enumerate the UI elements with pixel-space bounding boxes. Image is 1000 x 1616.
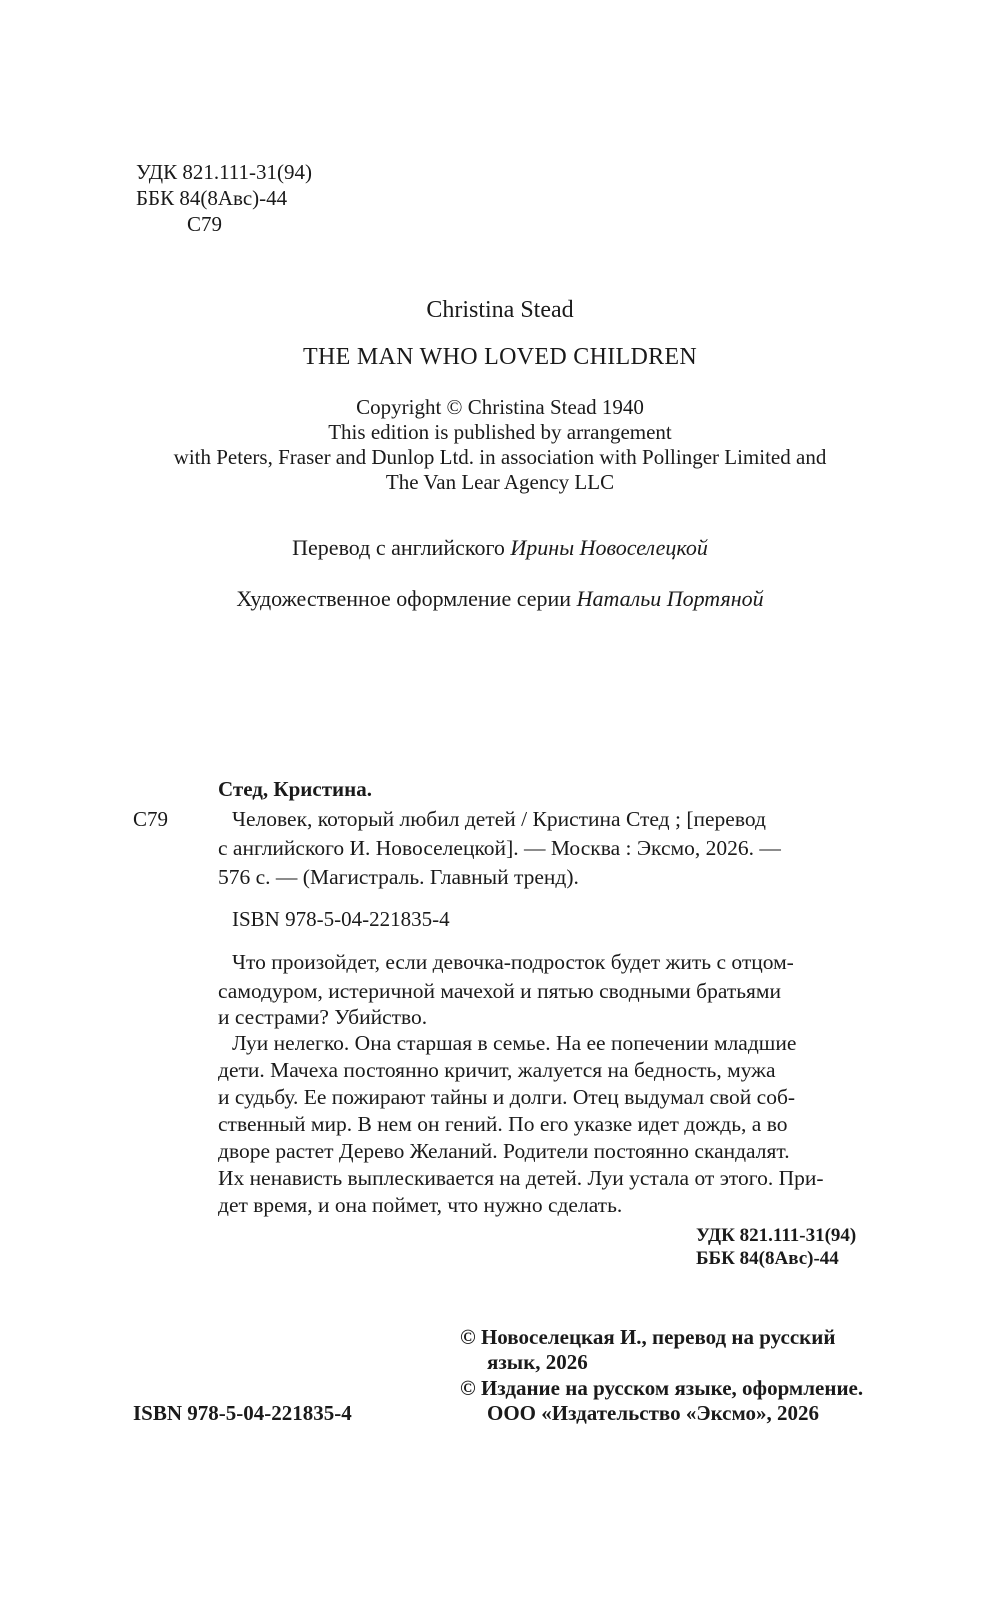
annotation-line: Луи нелегко. Она старшая в семье. На ее попечении младшие (232, 1031, 797, 1055)
bbk-code: ББК 84(8Авс)-44 (136, 186, 288, 210)
design-label: Художественное оформление серии (236, 586, 572, 611)
footer-copyright-line: © Издание на русском языке, оформление. (460, 1376, 864, 1400)
catalog-udk: УДК 821.111-31(94) (696, 1225, 857, 1246)
annotation-line: Их ненависть выплескивается на детей. Луи устала от этого. При- (218, 1166, 824, 1190)
annotation-line: дет время, и она поймет, что нужно сделать. (218, 1193, 623, 1217)
annotation-line: дворе растет Дерево Желаний. Родители постоянно скандалят. (218, 1139, 790, 1163)
annotation-line: и судьбу. Ее пожирают тайны и долги. Отец выдумал свой соб- (218, 1085, 796, 1109)
annotation-line: и сестрами? Убийство. (218, 1005, 428, 1029)
annotation-line: дети. Мачеха постоянно кричит, жалуется на бедность, мужа (218, 1058, 776, 1082)
catalog-isbn: ISBN 978-5-04-221835-4 (232, 907, 450, 931)
copyright-line-1: Copyright © Christina Stead 1940 (356, 395, 644, 419)
udk-code: УДК 821.111-31(94) (136, 160, 312, 184)
footer-copyright-line: язык, 2026 (487, 1350, 588, 1374)
catalog-author-mark: С79 (133, 807, 169, 831)
copyright-line-4: The Van Lear Agency LLC (385, 470, 615, 494)
author-name-en: Christina Stead (426, 297, 574, 323)
translation-label: Перевод с английского (292, 535, 505, 560)
footer-copyright-line: ООО «Издательство «Эксмо», 2026 (487, 1401, 820, 1425)
footer-copyright-line: © Новоселецкая И., перевод на русский (460, 1325, 836, 1349)
annotation-line: самодуром, истеричной мачехой и пятью сводными братьями (218, 979, 782, 1003)
book-title-en: THE MAN WHO LOVED CHILDREN (303, 344, 697, 370)
translation-credit (0, 535, 1000, 561)
copyright-line-2: This edition is published by arrangement (328, 420, 672, 444)
copyright-line-3: with Peters, Fraser and Dunlop Ltd. in association with Pollinger Limited and (173, 445, 827, 469)
annotation-line: ственный мир. В нем он гений. По его указке идет дождь, а во (218, 1112, 788, 1136)
designer-name: Натальи Портяной (576, 586, 764, 611)
translator-name: Ирины Новоселецкой (510, 535, 708, 560)
author-mark: С79 (187, 212, 223, 236)
design-credit (0, 586, 1000, 612)
description-line: 576 с. — (Магистраль. Главный тренд). (218, 865, 579, 889)
catalog-heading: Стед, Кристина. (218, 777, 372, 801)
footer-isbn: ISBN 978-5-04-221835-4 (133, 1401, 352, 1425)
annotation-line: Что произойдет, если девочка-подросток будет жить с отцом- (232, 950, 794, 974)
description-line: с английского И. Новоселецкой]. — Москва : Эксмо, 2026. — (218, 836, 781, 860)
description-line: Человек, который любил детей / Кристина Стед ; [перевод (232, 807, 766, 831)
catalog-bbk: ББК 84(8Авс)-44 (696, 1248, 839, 1269)
